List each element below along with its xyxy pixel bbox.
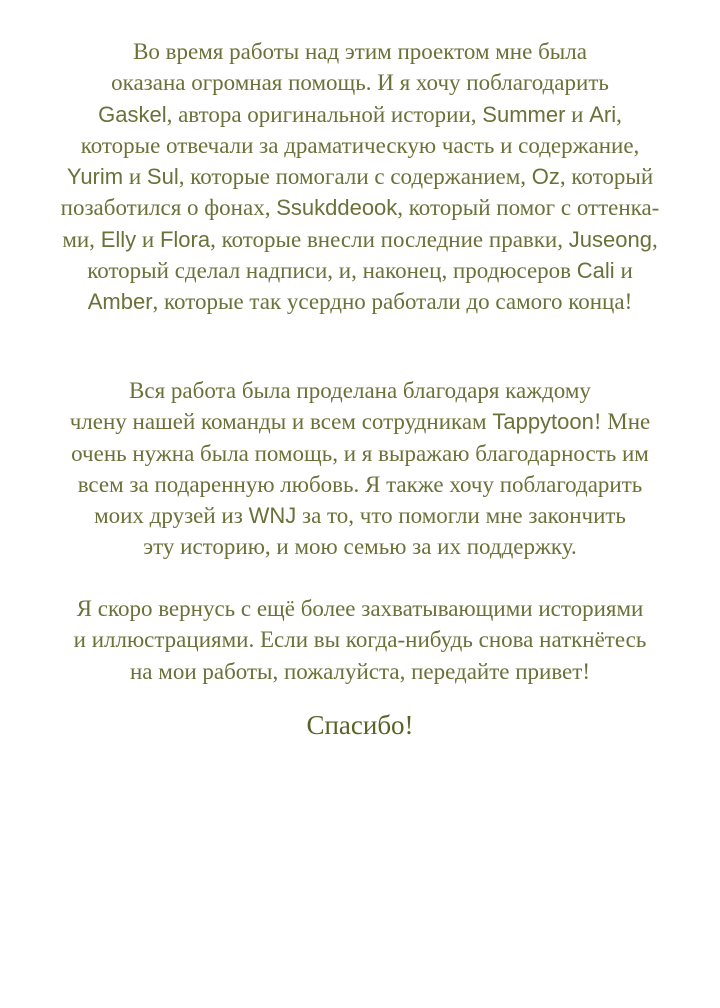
text: , который помог с оттенка- [397,195,660,221]
text-line [0,286,720,317]
text-line [0,406,720,437]
text-line [0,130,720,161]
text: Вся работа была проделана благодаря каждому [129,378,591,403]
text-line [0,624,720,655]
text: , которые внесли последние правки, [210,226,569,252]
text: ! Мне [593,409,651,435]
text: и [123,164,147,190]
text-line [0,224,720,255]
text-line [0,255,720,286]
name-juseong: Juseong [568,226,652,252]
text-line [0,192,720,223]
text: которые отвечали за драматическую часть и содержание, [80,132,640,158]
text: ми, [62,226,101,252]
name-yurim: Yurim [66,164,124,190]
text: за их поддержку. [406,534,577,560]
name-my-family: мою семью [294,534,407,560]
text-line [0,438,720,469]
acknowledgement-paragraph-1 [0,36,720,318]
name-amber: Amber [87,289,153,315]
name-gaskel: Gaskel [98,101,167,127]
text-line [0,469,720,500]
text: очень нужна была помощь, и я выражаю благодарность им [71,440,649,466]
text: эту историю, и [143,534,295,560]
text: и [136,226,160,252]
text: всем за подаренную любовь. Я также хочу поблагодарить [77,471,643,497]
name-flora: Flora [159,226,211,252]
text: моих друзей из [94,503,249,529]
text-line [0,99,720,130]
text-line [0,36,720,67]
text: позаботился о фонах, [60,195,277,221]
name-summer: Summer [482,101,566,127]
text-line [0,500,720,531]
name-cali: Cali [576,258,615,284]
name-wnj: WNJ [248,503,297,529]
text: который сделал надписи, и, наконец, продюсеров [87,258,577,284]
name-ari: Ari [589,101,617,127]
text: и [614,258,633,284]
thanks-heading: Спасибо! [306,710,414,740]
text: , который [559,164,654,190]
text: , которые так усердно работали до самого конца! [152,289,633,315]
text-line [0,593,720,624]
text: члену нашей команды и всем сотрудникам [69,409,493,435]
name-oz: Oz [531,164,560,190]
acknowledgement-paragraph-2 [0,375,720,563]
text: на мои работы, пожалуйста, передайте привет! [130,658,590,684]
text: оказана огромная помощь. И я хочу поблагодарить [111,70,609,96]
text: , автора оригинальной истории, [166,101,483,127]
closing-paragraph [0,593,720,687]
text: и [565,101,590,127]
name-elly: Elly [100,226,137,252]
text-line [0,531,720,562]
text: Во время работы над этим проектом мне была [133,39,587,64]
name-tappytoon: Tappytoon [492,409,594,435]
text: Я скоро вернусь с ещё более захватывающими историями [76,596,644,621]
text-line [0,67,720,98]
text: , которые помогали с содержанием, [178,164,532,190]
text: , [616,101,622,127]
text: , [651,226,658,252]
text: за то, что помогли мне закончить [296,503,626,529]
name-sul: Sul [146,164,179,190]
text: и иллюстрациями. Если вы когда-нибудь снова наткнётесь [73,627,647,653]
text-line [0,656,720,687]
text-line [0,161,720,192]
text-line [0,375,720,406]
name-ssukddeook: Ssukddeook [276,195,398,221]
